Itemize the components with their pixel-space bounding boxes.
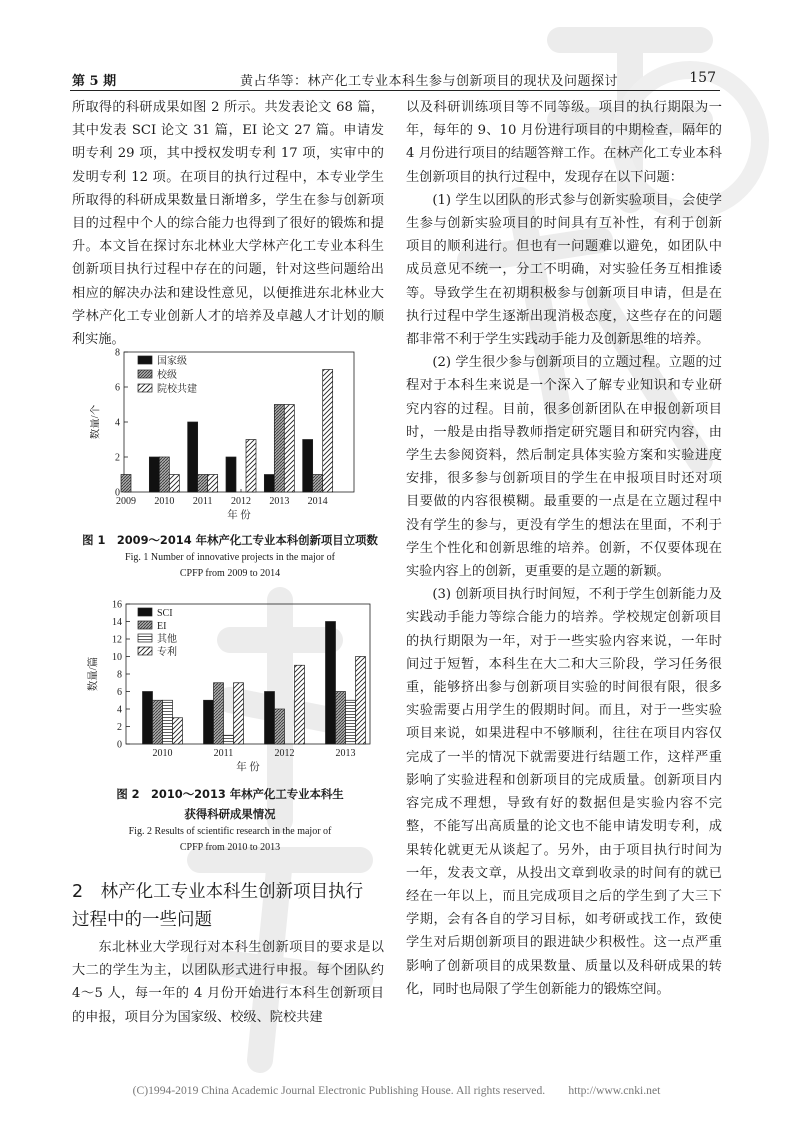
right-paragraph-2: (1) 学生以团队的形式参与创新实验项目，会使学生参与创新实验项目的时间具有互补性，有利于创新项目的顺利进行。但也有一问题难以避免，如团队中成员意见不统一，分工不明确，对实验任务互相推诿等。导致学生在初期积极参与创新项目申请，但是在执行过程中学生逐渐出现消极态度，这些存在的问题都非常不利于学生实践动手能力及创新思维的培养。 (406, 192, 722, 348)
left-column-text (72, 96, 384, 351)
x-tick-label: 2011 (213, 748, 234, 759)
bar (214, 683, 224, 744)
y-tick-label: 0 (115, 487, 120, 499)
bar (226, 457, 236, 492)
bar (356, 657, 366, 745)
right-column-text (406, 96, 722, 1001)
y-tick-label: 8 (115, 347, 120, 359)
x-tick-label: 2014 (307, 496, 328, 507)
y-tick-label: 14 (112, 617, 122, 628)
y-tick-label: 12 (112, 634, 122, 646)
y-axis-label: 数量/篇 (88, 656, 99, 692)
figure2-caption (72, 784, 388, 856)
running-title: 黄占华等：林产化工专业本科生参与创新项目的现状及问题探讨 (240, 74, 619, 89)
bar (303, 440, 313, 493)
y-tick-label: 8 (117, 669, 122, 681)
figure1-caption (72, 530, 388, 582)
y-tick-label: 10 (112, 652, 122, 663)
chart1-axes (90, 348, 354, 522)
section-2-heading-line2: 过程中的一些问题 (72, 910, 212, 930)
y-tick-label: 2 (117, 722, 122, 733)
x-tick-label: 2011 (192, 496, 213, 507)
bar (246, 440, 256, 493)
section-2-heading (72, 878, 388, 934)
figure1-bar-chart (90, 344, 380, 524)
right-paragraph-4: (3) 创新项目执行时间短，不利于学生创新能力及实践动手能力等综合能力的培养。学校规定创新项目的执行期限为一年，对于一些实验内容来说，一年时间过于短暂，本科生在大二和大三阶段，学习任务很重，能够挤出参与创新项目实验的时间很有限，很多实验需要占用学生的假期时间。而且，对于一些实验项目来说，如果进程中不够顺利，往往在项目内容仅完成了一半的情况下就需要进行结题工作，这样严重影响了实验进程和创新项目的完成质量。创新项目内容完成不理想，导致有好的数据但是实验内容不完整，不能写出高质量的论文也不能申请发明专利，成果转化就更无从谈起了。另外，由于项目执行时间为一年，发表文章，从投出文章到收录的时间有的就已经在一年以上，而且完成项目之后的学生到了大三下学期，会有各自的学习目标，如考研或找工作，致使学生对后期创新项目的跟进缺少积极性。这一点严重影响了创新项目的成果数量、质量以及科研成果的转化，同时也局限了学生创新能力的锻炼空间。 (406, 587, 722, 997)
bar (346, 700, 356, 744)
bar (153, 700, 163, 744)
x-tick-label: 2012 (231, 496, 251, 507)
legend-swatch (138, 370, 152, 378)
bar (313, 475, 323, 493)
legend-swatch (138, 634, 152, 642)
bar (159, 457, 169, 492)
bar (264, 475, 274, 493)
legend-label: 专利 (157, 647, 177, 658)
right-paragraph-1: 以及科研训练项目等不同等级。项目的执行期限为一年，每年的 9、10 月份进行项目的中期检查，隔年的 4 月份进行项目的结题答辩工作。在林产化工专业本科生创新项目的执行过程中，发现存在以下问题： (406, 100, 722, 185)
x-axis-label: 年 份 (236, 762, 260, 773)
section-2-heading-line1: 2 林产化工专业本科生创新项目执行 (72, 882, 364, 902)
legend-swatch (138, 621, 152, 629)
x-tick-label: 2012 (274, 748, 295, 759)
bar (326, 622, 336, 745)
legend-swatch (138, 356, 152, 364)
copyright-footer: (C)1994-2019 China Academic Journal Electronic Publishing House. All rights reserved. http://www.cnki.net (132, 1084, 661, 1097)
bar (224, 735, 234, 744)
y-axis-label: 数量/个 (90, 404, 101, 440)
figure1-caption-zh: 图 1 2009～2014 年林产化工专业本科创新项目立项数 (82, 533, 378, 547)
legend-label: 其他 (157, 634, 177, 645)
bar (121, 475, 131, 493)
bar (204, 700, 214, 744)
bar (323, 370, 333, 493)
legend-label: 校级 (157, 370, 177, 381)
bar (208, 475, 218, 493)
figure2-caption-en-2: CPFP from 2010 to 2013 (179, 842, 281, 853)
bar (234, 683, 244, 744)
bar (274, 405, 284, 493)
y-tick-label: 4 (117, 704, 122, 716)
figure1-caption-en-2: CPFP from 2009 to 2014 (179, 568, 281, 579)
figure2-caption-zh-2: 获得科研成果情况 (184, 807, 276, 821)
y-tick-label: 6 (115, 382, 120, 394)
bar (336, 692, 346, 745)
bar (198, 475, 208, 493)
bar (295, 665, 305, 744)
section-2-paragraph: 东北林业大学现行对本科生创新项目的要求是以大二的学生为主，以团队形式进行申报。每个团队约 4～5 人，每一年的 4 月份开始进行本科生创新项目的申报，项目分为国家级、校级、院校共建 (72, 940, 384, 1025)
legend-label: EI (157, 621, 167, 632)
x-tick-label: 2009 (116, 496, 136, 507)
bar (188, 422, 198, 492)
legend-swatch (138, 647, 152, 655)
running-header (70, 68, 720, 91)
x-tick-label: 2010 (152, 748, 173, 759)
intro-paragraph: 所取得的科研成果如图 2 所示。共发表论文 68 篇，其中发表 SCI 论文 31 篇，EI 论文 27 篇。申请发明专利 29 项，其中授权发明专利 17 项，实审中的发明专利 12 项。在项目的执行过程中，本专业学生所取得的科研成果数量日渐增多，学生在参与创新项目的过程中个人的综合能力也得到了很好的锻炼和提升。本文旨在探讨东北林业大学林产化工专业本科生创新项目执行过程中存在的问题，针对这些问题给出相应的解决办法和建设性意见，以便推进东北林业大学林产化工专业创新人才的培养及卓越人才计划的顺利实施。 (72, 100, 384, 348)
y-tick-label: 6 (117, 687, 122, 698)
bar (173, 718, 183, 744)
section-2-body (72, 936, 384, 1029)
right-paragraph-3: (2) 学生很少参与创新项目的立题过程。立题的过程对于本科生来说是一个深入了解专业知识和专业研究内容的过程。目前，很多创新团队在申报创新项目时，一般是由指导教师指定研究题目和研究内容，由学生去参阅资料，然后制定具体实验方案和实验进度安排，很多参与创新项目的学生在申报项目时还对项目要做的内容很模糊。最重要的一点是在立题过程中没有学生的参与，更没有学生的想法在里面，不利于学生个性化和创新思维的培养。创新，不仅要体现在实验内容上的创新，更重要的是立题的新颖。 (406, 355, 722, 580)
x-tick-label: 2013 (335, 748, 356, 759)
x-axis-label: 年 份 (227, 510, 251, 521)
y-tick-label: 2 (115, 452, 120, 464)
bar (169, 475, 179, 493)
legend-swatch (138, 608, 152, 616)
figure2-bar-chart (86, 596, 380, 774)
legend-label: 院校共建 (157, 384, 197, 395)
bar (163, 700, 173, 744)
bar (149, 457, 159, 492)
legend-swatch (138, 384, 152, 392)
bar (265, 692, 275, 745)
bar (284, 405, 294, 493)
x-tick-label: 2010 (154, 496, 175, 507)
chart1-legend (138, 355, 197, 395)
x-tick-label: 2013 (269, 496, 290, 507)
bar (275, 709, 285, 744)
y-tick-label: 16 (112, 599, 122, 611)
legend-label: 国家级 (157, 356, 187, 367)
bar (143, 692, 153, 745)
chart1-bars (121, 370, 333, 493)
figure2-caption-zh-1: 图 2 2010～2013 年林产化工专业本科生 (116, 787, 344, 801)
figure2-caption-en-1: Fig. 2 Results of scientific research in the major of (128, 826, 332, 837)
page-number: 157 (689, 70, 716, 86)
issue-number: 第 5 期 (72, 74, 117, 89)
chart2-legend (138, 608, 177, 658)
y-tick-label: 4 (115, 417, 120, 429)
y-tick-label: 0 (117, 739, 122, 751)
figure1-caption-en-1: Fig. 1 Number of innovative projects in the major of (125, 552, 335, 563)
legend-label: SCI (157, 608, 173, 619)
